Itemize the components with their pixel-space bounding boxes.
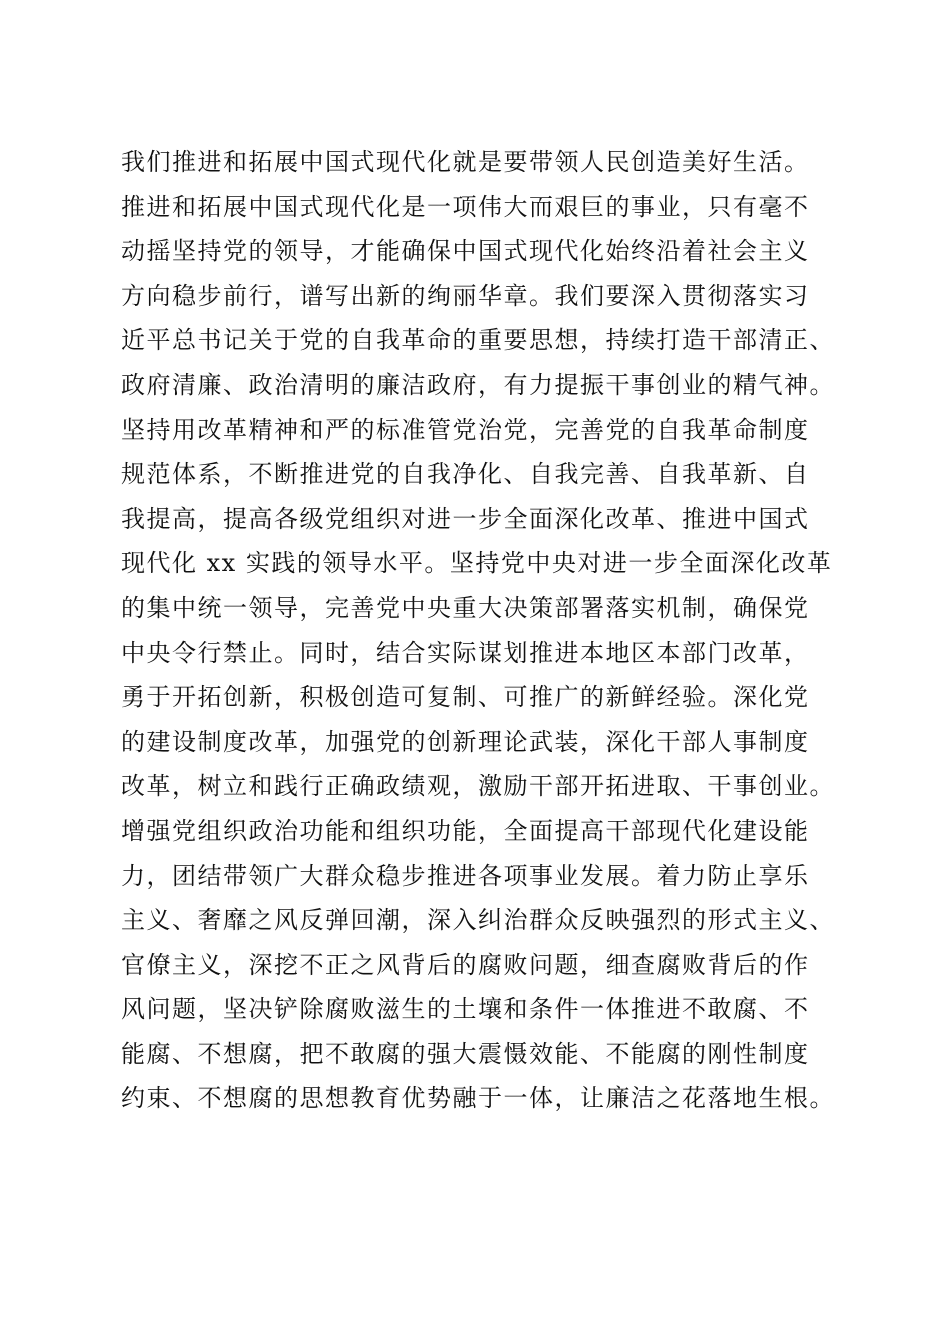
text-line: 我提高，提高各级党组织对进一步全面深化改革、推进中国式 [121, 504, 810, 533]
text-line: 改革，树立和践行正确政绩观，激励干部开拓进取、干事创业。 [121, 772, 835, 801]
text-line: 动摇坚持党的领导，才能确保中国式现代化始终沿着社会主义 [121, 237, 810, 266]
text-line: 规范体系，不断推进党的自我净化、自我完善、自我革新、自 [121, 460, 810, 489]
text-line: 风问题，坚决铲除腐败滋生的土壤和条件一体推进不敢腐、不 [121, 995, 810, 1024]
body-paragraph [121, 140, 841, 1121]
text-line: 坚持用改革精神和严的标准管党治党，完善党的自我革命制度 [121, 415, 810, 444]
text-line: 现代化 xx 实践的领导水平。坚持党中央对进一步全面深化改革 [121, 549, 833, 578]
text-line: 约束、不想腐的思想教育优势融于一体，让廉洁之花落地生根。 [121, 1084, 835, 1113]
text-line: 近平总书记关于党的自我革命的重要思想，持续打造干部清正、 [121, 326, 835, 355]
text-line: 官僚主义，深挖不正之风背后的腐败问题，细查腐败背后的作 [121, 950, 810, 979]
text-line: 中央令行禁止。同时，结合实际谋划推进本地区本部门改革， [121, 638, 810, 667]
text-line: 力，团结带领广大群众稳步推进各项事业发展。着力防止享乐 [121, 861, 810, 890]
text-line: 的集中统一领导，完善党中央重大决策部署落实机制，确保党 [121, 593, 810, 622]
text-line: 主义、奢靡之风反弹回潮，深入纠治群众反映强烈的形式主义、 [121, 906, 835, 935]
text-line: 政府清廉、政治清明的廉洁政府，有力提振干事创业的精气神。 [121, 370, 835, 399]
text-line: 勇于开拓创新，积极创造可复制、可推广的新鲜经验。深化党 [121, 683, 810, 712]
text-line: 推进和拓展中国式现代化是一项伟大而艰巨的事业，只有毫不 [121, 192, 810, 221]
text-line: 我们推进和拓展中国式现代化就是要带领人民创造美好生活。 [121, 148, 810, 176]
text-line: 方向稳步前行，谱写出新的绚丽华章。我们要深入贯彻落实习 [121, 281, 810, 310]
text-line: 能腐、不想腐，把不敢腐的强大震慑效能、不能腐的刚性制度 [121, 1039, 810, 1068]
text-line: 增强党组织政治功能和组织功能，全面提高干部现代化建设能 [121, 816, 810, 845]
text-line: 的建设制度改革，加强党的创新理论武装，深化干部人事制度 [121, 727, 810, 756]
